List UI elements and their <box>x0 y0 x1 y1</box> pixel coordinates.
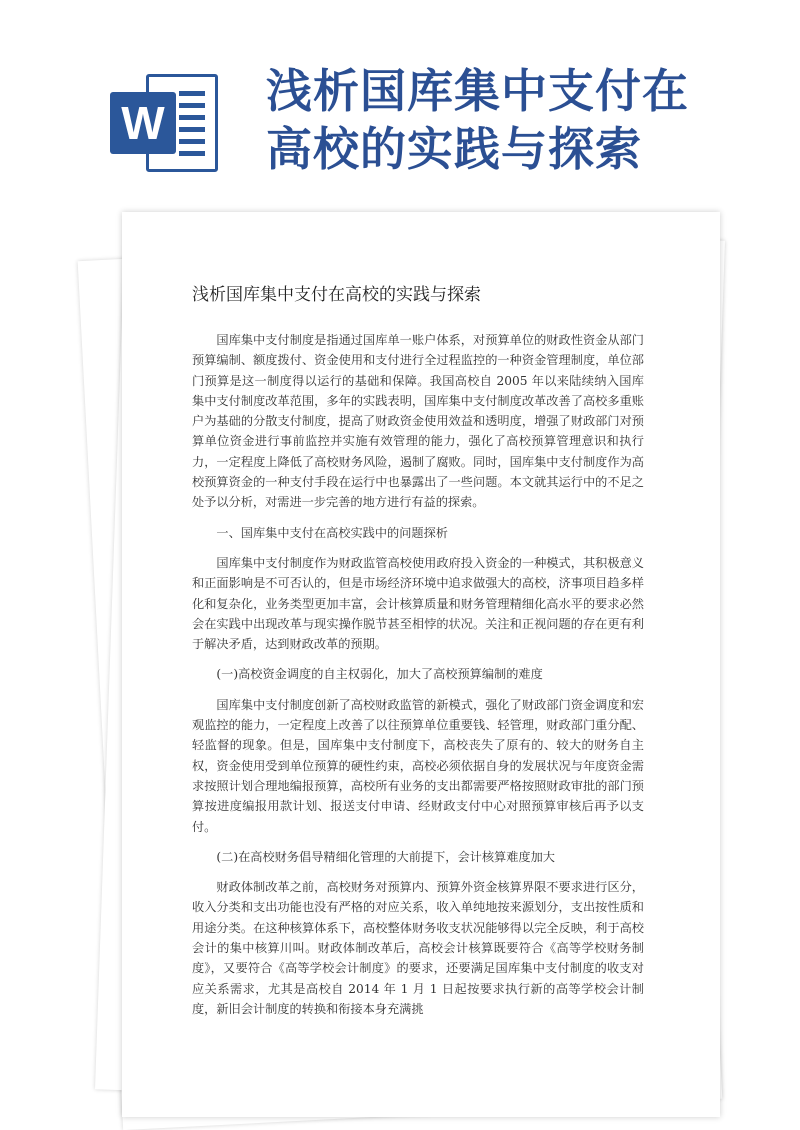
page-title: 浅析国库集中支付在高校的实践与探索 <box>266 64 689 176</box>
paragraph-intro: 国库集中支付制度是指通过国库单一账户体系，对预算单位的财政性资金从部门预算编制、额度拨付、资金使用和支付进行全过程监控的一种资金管理制度，单位部门预算是这一制度得以运行的基础和保障。我国高校自 2005 年以来陆续纳入国库集中支付制度改革范围，多年的实践表明，国库集中支付制度改革改善了高校多重账户为基础的分散支付制度，提高了财政资金使用效益和透明度，增强了财政部门对预算单位资金进行事前监控并实施有效管理的能力，强化了高校预算管理意识和执行力，一定程度上降低了高校财务风险，遏制了腐败。同时，国库集中支付制度作为高校预算资金的一种支付手段在运行中也暴露出了一些问题。本文就其运行中的不足之处予以分析，对需进一步完善的地方进行有益的探索。 <box>192 333 644 510</box>
section-heading-1: 一、国库集中支付在高校实践中的问题探析 <box>216 525 448 540</box>
paragraph-subsection-2: 财政体制改革之前，高校财务对预算内、预算外资金核算界限不要求进行区分，收入分类和支出功能也没有严格的对应关系，收入单纯地按来源划分，支出按性质和用途分类。在这种核算体系下，高校整体财务收支状况能够得以完全反映，利于高校会计的集中核算川叫。财政体制改革后，高校会计核算既要符合《高等学校财务制度》，又要符合《高等学校会计制度》的要求，还要满足国库集中支付制度的收支对应关系需求，尤其是高校自 2014 年 1 月 1 日起按要求执行新的高等学校会计制度，新旧会计制度的转换和衔接本身充满挑 <box>192 880 644 1016</box>
paragraph-subsection-1: 国库集中支付制度创新了高校财政监管的新模式，强化了财政部门资金调度和宏观监控的能力，一定程度上改善了以往预算单位重要钱、轻管理，财政部门重分配、轻监督的现象。但是，国库集中支付制度下，高校丧失了原有的、较大的财务自主权，资金使用受到单位预算的硬性约束，高校必须依据自身的发展状况与年度资金需求按照计划合理地编报预算，高校所有业务的支出都需要严格按照财政审批的部门预算按进度编报用款计划、报送支付申请、经财政支付中心对照预算审核后再予以支付。 <box>192 697 644 834</box>
header <box>0 0 800 200</box>
word-w-badge: W <box>110 92 176 154</box>
word-document-icon <box>110 66 220 174</box>
document-body <box>192 330 644 1029</box>
subsection-heading-1: (一)高校资金调度的自主权弱化，加大了高校预算编制的难度 <box>216 667 543 682</box>
document-page <box>122 212 720 1117</box>
subsection-heading-2: (二)在高校财务倡导精细化管理的大前提下，会计核算难度加大 <box>216 849 555 864</box>
document-title: 浅析国库集中支付在高校的实践与探索 <box>192 285 481 305</box>
paragraph-section-1: 国库集中支付制度作为财政监管高校使用政府投入资金的一种模式，其积极意义和正面影响是不可否认的，但是市场经济环境中追求做强大的高校，济事项目趋多样化和复杂化，业务类型更加丰富，会计核算质量和财务管理精细化高水平的要求必然会在实践中出现改革与现实操作脱节甚至相悖的状况。关注和正视问题的存在更有利于解决矛盾，达到财政改革的预期。 <box>192 555 644 652</box>
